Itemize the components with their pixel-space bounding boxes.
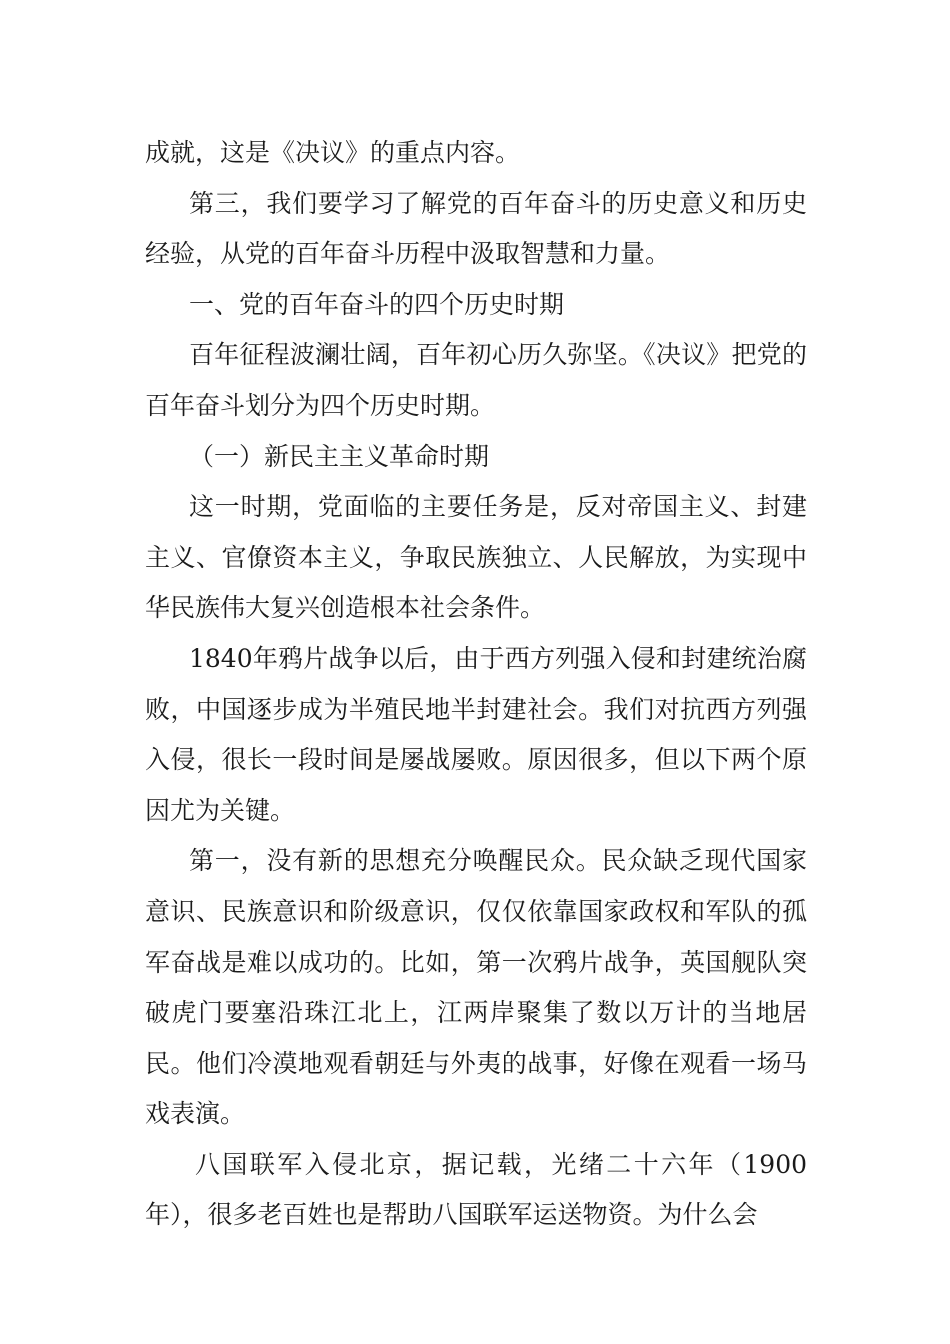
paragraph-opium-war: 1840年鸦片战争以后，由于西方列强入侵和封建统治腐败，中国逐步成为半殖民地半封建社会。我们对抗西方列强入侵，很长一段时间是屡战屡败。原因很多，但以下两个原因尤为关键。 [145, 643, 807, 825]
subsection-heading-new-democratic-revolution: （一）新民主主义革命时期 [189, 441, 490, 471]
paragraph-main-tasks: 这一时期，党面临的主要任务是，反对帝国主义、封建主义、官僚资本主义，争取民族独立、人民解放，为实现中华民族伟大复兴创造根本社会条件。 [145, 492, 807, 623]
document-body [145, 128, 807, 1241]
paragraph-third-point: 第三，我们要学习了解党的百年奋斗的历史意义和历史经验，从党的百年奋斗历程中汲取智慧和力量。 [145, 188, 807, 269]
section-heading-four-periods: 一、党的百年奋斗的四个历史时期 [189, 289, 565, 319]
paragraph-four-periods-intro: 百年征程波澜壮阔，百年初心历久弥坚。《决议》把党的百年奋斗划分为四个历史时期。 [145, 340, 807, 420]
paragraph-first-reason: 第一，没有新的思想充分唤醒民众。民众缺乏现代国家意识、民族意识和阶级意识，仅仅依靠国家政权和军队的孤军奋战是难以成功的。比如，第一次鸦片战争，英国舰队突破虎门要塞沿珠江北上，江两岸聚集了数以万计的当地居民。他们冷漠地观看朝廷与外夷的战事，好像在观看一场马戏表演。 [145, 846, 807, 1129]
paragraph-eight-nation-alliance: 八国联军入侵北京，据记载，光绪二十六年（1900年），很多老百姓也是帮助八国联军运送物资。为什么会 [145, 1149, 807, 1230]
paragraph-continuation: 成就，这是《决议》的重点内容。 [145, 138, 521, 167]
